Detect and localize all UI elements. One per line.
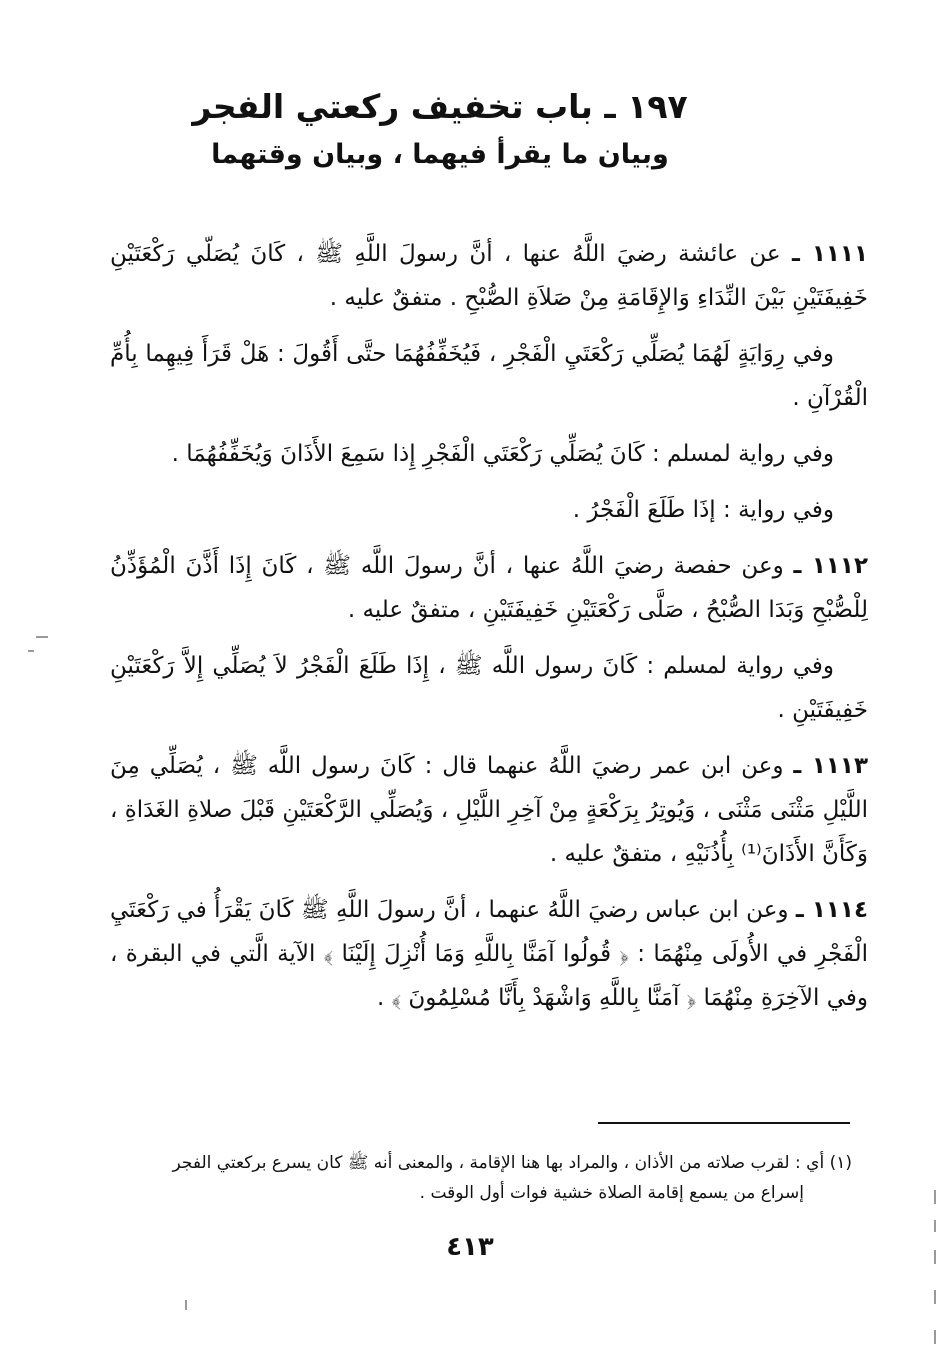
page-number: ٤١٣ [446,1232,494,1262]
hadith-paragraph [110,232,868,320]
hadith-text [110,232,868,1032]
hadith-body: وعن ابن عباس رضيَ اللَّهُ عنهما ، أنَّ رسولَ اللَّهِ ﷺ كَانَ يَقْرَأُ في رَكْعَتَيِ الْفَجْرِ في الأُولَى مِنْهُمَا : ﴿ قُولُوا آمَنَّا بِاللَّهِ وَمَا أُنْزِلَ إِلَيْنَا ﴾ الآية الَّتي في البقرة ، وفي الآخِرَةِ مِنْهُمَا ﴿ آمَنَّا بِاللَّهِ وَاشْهَدْ بِأَنَّا مُسْلِمُونَ ﴾ . [110,897,868,1011]
hadith-number: ١١١٢ ـ [793,553,869,579]
scan-speck [185,1300,187,1310]
scan-speck [28,650,34,652]
chapter-heading [90,82,790,178]
scan-speck [934,1330,936,1344]
narration-paragraph [110,644,868,732]
footnote-line: إسراع من يسمع إقامة الصلاة خشية فوات أول الوقت . [419,1183,804,1203]
narration-body: وفي رواية : إذَا طَلَعَ الْفَجْرُ . [572,497,834,523]
scan-speck [934,1220,936,1232]
narration-body: وفي رواية لمسلم : كَانَ يُصَلِّي رَكْعَتَي الْفَجْرِ إِذا سَمِعَ الأَذَانَ وَيُخَفِّفُهُمَا . [171,441,834,467]
scan-speck [934,1290,936,1304]
scan-speck [934,1250,936,1264]
narration-paragraph [110,488,868,532]
hadith-body: عن عائشة رضيَ اللَّهُ عنها ، أنَّ رسولَ اللَّهِ ﷺ ، كَانَ يُصَلّي رَكْعَتَيْنِ خَفِيفَتَيْنِ بَيْنَ النِّدَاءِ وَالإِقَامَةِ مِنْ صَلاَةِ الصُّبْحِ . متفقٌ عليه . [110,241,868,311]
narration-paragraph [110,332,868,420]
narration-paragraph [110,432,868,476]
hadith-body: وعن ابن عمر رضيَ اللَّهُ عنهما قال : كَانَ رسول اللَّه ﷺ ، يُصَلِّي مِنَ اللَّيْلِ مَثْنَى مَثْنَى ، وَيُوتِرُ بِرَكْعَةٍ مِنْ آخِرِ اللَّيْلِ ، وَيُصَلِّي الرَّكْعَتَيْنِ قَبْلَ صلاةِ الغَدَاةِ ، وَكَأَنَّ الأَذَانَ⁽¹⁾ بِأُذُنَيْهِ ، متفقٌ عليه . [110,753,868,867]
chapter-subtitle: وبيان ما يقرأ فيهما ، وبيان وقتهما [211,139,669,170]
hadith-body: وعن حفصة رضيَ اللَّهُ عنها ، أنَّ رسولَ اللَّه ﷺ ، كَانَ إِذَا أَذَّنَ الْمُؤَذِّنُ لِلْصُّبْحِ وَبَدَا الصُّبْحُ ، صَلَّى رَكْعَتَيْنِ خَفِيفَتَيْنِ ، متفقٌ عليه . [110,553,868,623]
footnote [110,1148,852,1208]
narration-body: وفي رواية لمسلم : كَانَ رسول اللَّه ﷺ ، إِذَا طَلَعَ الْفَجْرُ لاَ يُصَلِّي إِلاَّ رَكْعَتَيْنِ خَفِيفَتَيْنِ . [110,653,868,723]
footnote-line: (١) أي : لقرب صلاته من الأذان ، والمراد بها هنا الإقامة ، والمعنى أنه ﷺ كان يسرع بركعتي الفجر [172,1153,852,1173]
hadith-paragraph [110,888,868,1020]
scan-speck [934,1190,936,1204]
scan-speck [36,636,48,638]
narration-body: وفي رِوَايَةٍ لَهُمَا يُصَلِّي رَكْعَتَيِ الْفَجْرِ ، فَيُخَفِّفُهُمَا حتَّى أَقُولَ : هَلْ قَرَأَ فِيهِما بِأُمِّ الْقُرْآنِ . [110,341,868,411]
footnote-divider [598,1122,850,1124]
hadith-number: ١١١١ ـ [791,241,868,267]
hadith-number: ١١١٣ ـ [793,753,869,779]
chapter-title: ١٩٧ ـ باب تخفيف ركعتي الفجر [192,87,688,126]
hadith-number: ١١١٤ ـ [795,897,868,923]
hadith-paragraph [110,544,868,632]
hadith-paragraph [110,744,868,876]
